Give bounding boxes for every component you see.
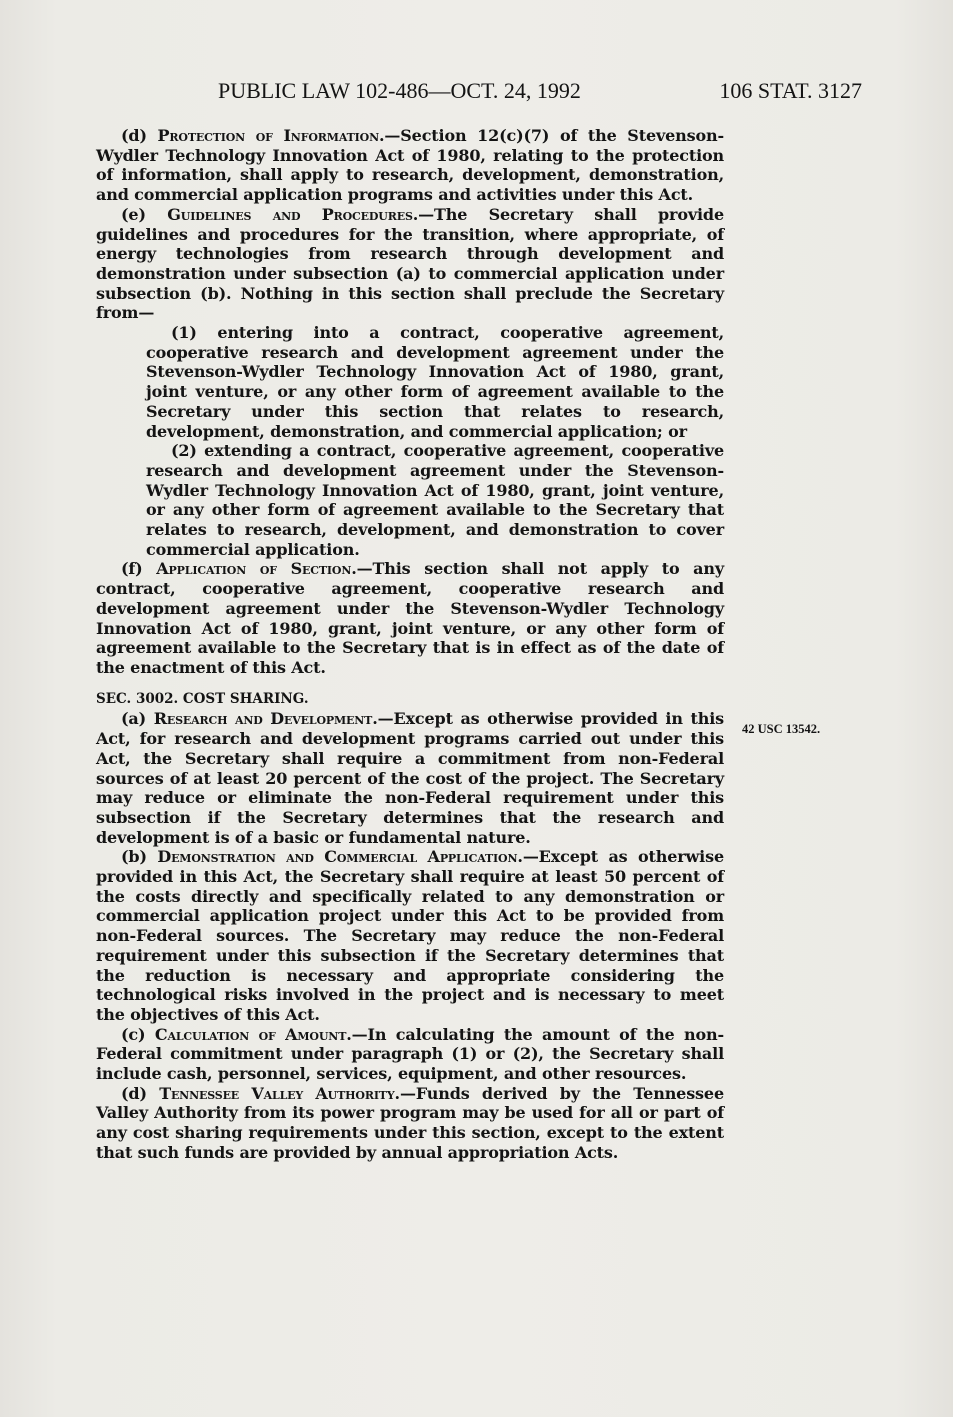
subsection-heading: Guidelines and Procedures bbox=[167, 204, 413, 224]
paragraph-e-guidelines: (e) Guidelines and Procedures.—The Secretary shall provide guidelines and procedures for the transition, where appropriate, of energy technologies from research through development and demonstration under subsection (a) to commercial application under subsection (b). Nothing in this section shall preclude the Secretary from— bbox=[96, 204, 725, 323]
paragraph-d-tva: (d) Tennessee Valley Authority.—Funds derived by the Tennessee Valley Authority from its power program may be used for all or part of any cost sharing requirements under this section, except to the extent that such funds are provided by annual appropriation Acts. bbox=[96, 1083, 724, 1162]
paragraph-d-protection-of-information: (d) Protection of Information.—Section 12(c)(7) of the Stevenson-Wydler Technology Innovation Act of 1980, relating to the protection of information, shall apply to research, development, demonstration, and commercial application programs and activities under this Act. bbox=[96, 126, 724, 205]
subsection-heading: Protection of Information bbox=[157, 126, 379, 145]
statute-page-number: 106 STAT. 3127 bbox=[719, 78, 862, 103]
paragraph-b-demonstration: (b) Demonstration and Commercial Application.—Except as otherwise provided in this Act, the Secretary shall require at least 50 percent of the costs directly and specifically related to any demonstration or commercial application project under this Act to be provided from non-Federal sources. The Secretary may reduce the non-Federal requirement under this subsection if the Secretary determines that the reduction is necessary and appropriate considering the technological risks involved in the project and is necessary to meet the objectives of this Act. bbox=[96, 847, 724, 1024]
margin-citation: 42 USC 13542. bbox=[742, 722, 821, 736]
subsection-heading: Application of Section bbox=[156, 559, 352, 579]
list-item-2: (2) extending a contract, cooperative agreement, cooperative research and development agreement under the Stevenson-Wydler Technology Innovation Act of 1980, grant, joint venture, or any other form of agreement available to the Secretary that relates to research, development, and demonstration to cover commercial application. bbox=[146, 441, 724, 559]
statute-text bbox=[96, 126, 724, 1163]
subsection-heading: Calculation of Amount bbox=[154, 1024, 347, 1044]
paragraph-a-research: (a) Research and Development.—Except as otherwise provided in this Act, for research and development programs carried out under this Act, the Secretary shall require a commitment from non-Federal sources of at least 20 percent of the cost of the project. The Secretary may reduce or eliminate the non-Federal requirement under this subsection if the Secretary determines that the research and development is of a basic or fundamental nature. bbox=[96, 709, 724, 847]
paragraph-f-application: (f) Application of Section.—This section shall not apply to any contract, cooperative agreement, cooperative research and development agreement under the Stevenson-Wydler Technology Innovation Act of 1980, grant, joint venture, or any other form of agreement available to the Secretary that is in effect as of the date of the enactment of this Act. bbox=[96, 559, 725, 677]
section-heading: SEC. 3002. COST SHARING. bbox=[96, 690, 309, 707]
subsection-heading: Research and Development bbox=[153, 709, 373, 729]
paragraph-c-calculation: (c) Calculation of Amount.—In calculating the amount of the non-Federal commitment under paragraph (1) or (2), the Secretary shall include cash, personnel, services, equipment, and other resources. bbox=[96, 1024, 724, 1084]
law-title: PUBLIC LAW 102-486—OCT. 24, 1992 bbox=[218, 78, 581, 103]
subsection-heading: Tennessee Valley Authority bbox=[159, 1083, 395, 1103]
subsection-heading: Demonstration and Commercial Application bbox=[157, 847, 518, 867]
page-header bbox=[96, 78, 862, 108]
list-item-1: (1) entering into a contract, cooperative agreement, cooperative research and development agreement under the Stevenson-Wydler Technology Innovation Act of 1980, grant, joint venture, or any other form of agreement available to the Secretary under this section that relates to research, development, demonstration, and commercial application; or bbox=[146, 323, 724, 441]
